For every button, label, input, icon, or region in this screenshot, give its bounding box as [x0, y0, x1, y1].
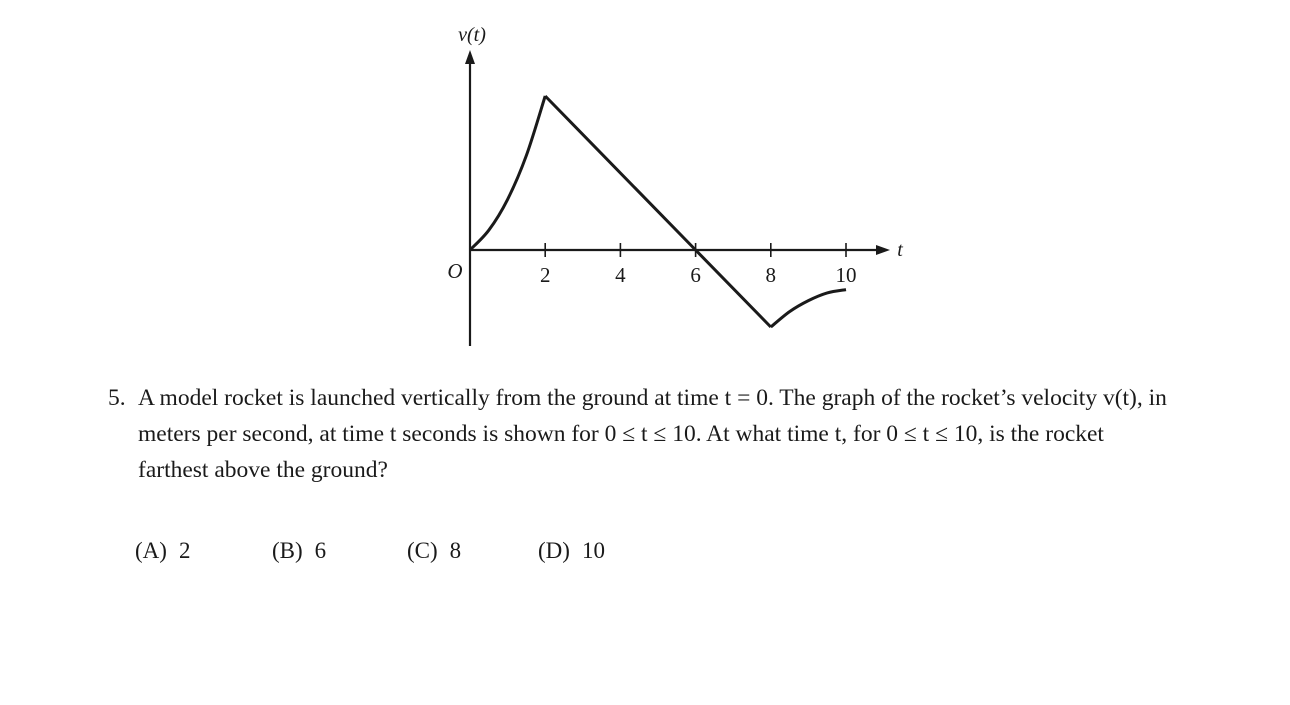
x-axis-arrow [876, 245, 890, 255]
question-number: 5. [108, 385, 126, 411]
x-tick-label-6: 6 [690, 263, 701, 287]
choice-b-value: 6 [314, 538, 327, 563]
choice-c-label: (C) [407, 538, 438, 563]
question [108, 380, 1278, 488]
y-axis-label: v(t) [458, 24, 486, 46]
choice-c-value: 8 [449, 538, 462, 563]
x-tick-label-4: 4 [615, 263, 626, 287]
y-axis-arrow [465, 50, 475, 64]
x-tick-label-8: 8 [765, 263, 777, 287]
question-line-1: A model rocket is launched vertically from the ground at time t = 0. The graph of the rocket’s velocity v(t), in [138, 385, 1167, 411]
x-tick-label-10: 10 [835, 263, 857, 287]
x-axis-label: t [897, 239, 903, 261]
question-line-3: farthest above the ground? [138, 457, 388, 483]
choice-a-label: (A) [135, 538, 167, 563]
choice-d[interactable] [538, 538, 605, 564]
x-tick-label-2: 2 [539, 263, 551, 287]
choice-d-value: 10 [581, 538, 605, 563]
velocity-curve [470, 96, 846, 327]
choice-b[interactable] [272, 538, 326, 564]
question-line-2: meters per second, at time t seconds is shown for 0 ≤ t ≤ 10. At what time t, for 0 ≤ t ≤ 10, is the rocket [138, 421, 1104, 447]
choice-d-label: (D) [538, 538, 570, 563]
choice-b-label: (B) [272, 538, 303, 563]
choice-a[interactable] [135, 538, 190, 564]
choice-a-value: 2 [178, 538, 191, 563]
origin-label: O [447, 259, 463, 283]
choice-c[interactable] [407, 538, 461, 564]
